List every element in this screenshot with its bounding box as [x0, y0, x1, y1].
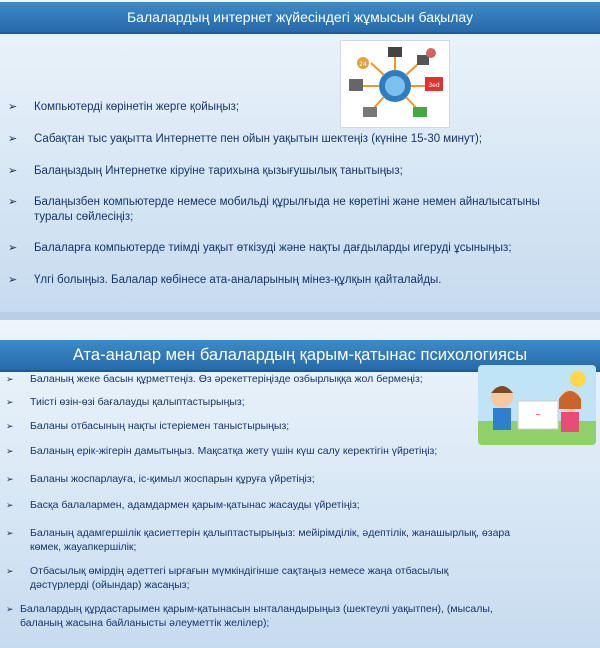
slide-divider [0, 312, 600, 320]
badge-3ed: 3ed [428, 82, 440, 89]
slide-internet-control: Балалардың интернет жүйесіндегі жұмысын бақылау 3ed 24 ➢ Компьютерді көрінетін жерге қойыңыз; ➢ Сабақтан тыс уақытта Интернетте пен ойын уақытын шектеңіз (күніне 15-30 минут); ➢ Балаңыздың Интернетке кіруіне тарихына қызығушылық танытыңыз; ➢ Балаңызбен компьютерде немесе мобильді құрылғыда не көретіні және немен айналысатыны туралы сөйлесіңіз; ➢ Балаларға компьютерде тиімді уақыт өткізуді және нақты дағдыларды игеруді ұсыныңыз; ➢ Үлгі болыңыз. Балалар көбінесе ата-аналарының мінез-құлқын қайталайды. [0, 0, 600, 312]
bullet-arrow-icon: ➢ [8, 274, 18, 286]
bullet-arrow-icon: ➢ [6, 421, 14, 431]
slide2-title: Ата-аналар мен балалардың қарым-қатынас психологиясы [0, 340, 600, 372]
svg-text:~: ~ [535, 411, 541, 419]
bullet-arrow-icon: ➢ [6, 528, 14, 538]
slide-parent-child-communication: Ата-аналар мен балалардың қарым-қатынас психологиясы ~ ➢ Баланың жеке басын құрметтеңіз. Өз әрекеттеріңізде озбырлыққа жол бермеңіз; ➢ Тиісті өзін-өзі бағалауды қалыптастырыңыз; ➢ Баланы отбасының нақты істеріемен таныстырыңыз; ➢ Баланың ерік-жігерін дамытыңыз. Мақсатқа жету үшін күш салу керектігін үйретіңіз; ➢ Баланы жоспарлауға, іс-қимыл жоспарын құруға үйретіңіз; ➢ Басқа балалармен, адамдармен қарым-қатынас жасауды үйретіңіз; ➢ Баланың адамгершілік қасиеттерін қалыптастырыңыз: мейірімділік, әдептілік, жанашырлық, өзара көмек, жауапкершілік; ➢ Отбасылық өмірдің әдеттегі ырғағын мүмкіндігінше сақтаңыз немесе жаңа отбасылық дәстүрлерді (ойындар) жасаңыз; ➢ Балалардың құрдастарымен қарым-қатынасын ынталандырыңыз (шектеулі уақытпен), (мысалы, баланың жасына байланысты әлеуметтік желілер); [0, 320, 600, 648]
bullet-arrow-icon: ➢ [8, 165, 18, 177]
bullet-arrow-icon: ➢ [6, 474, 14, 484]
bullet-arrow-icon: ➢ [6, 397, 14, 407]
bullet-arrow-icon: ➢ [6, 446, 14, 456]
bullet-arrow-icon: ➢ [6, 604, 14, 614]
bullet-arrow-icon: ➢ [8, 101, 18, 113]
badge-24: 24 [359, 61, 367, 68]
slide1-title: Балалардың интернет жүйесіндегі жұмысын бақылау [0, 2, 600, 34]
bullet-arrow-icon: ➢ [6, 500, 14, 510]
bullet-arrow-icon: ➢ [6, 374, 14, 384]
bullet-arrow-icon: ➢ [8, 196, 18, 208]
bullet-arrow-icon: ➢ [8, 242, 18, 254]
bullet-arrow-icon: ➢ [8, 133, 18, 145]
bullet-arrow-icon: ➢ [6, 566, 14, 576]
